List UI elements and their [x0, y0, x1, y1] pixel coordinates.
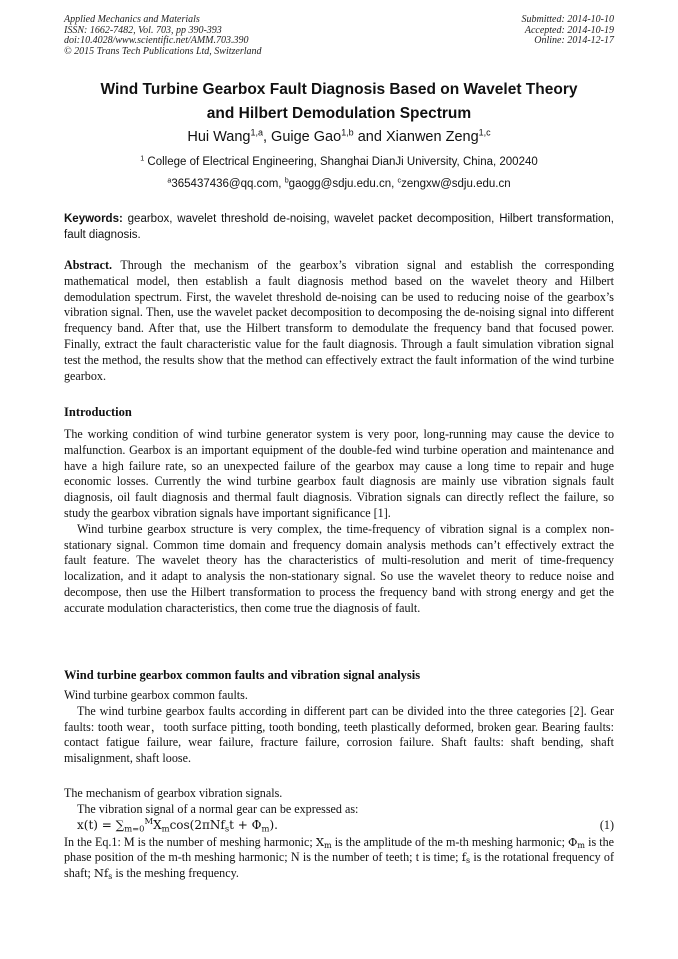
equation-explanation	[64, 835, 614, 882]
author-1: Hui Wang	[187, 129, 251, 145]
title-line-2: and Hilbert Demodulation Spectrum	[206, 105, 472, 122]
submitted-date: Submitted: 2014-10-10	[521, 14, 614, 25]
author-1-affil: 1,a	[250, 127, 263, 138]
author-separator: ,	[262, 129, 272, 145]
symbol-xm: $X_m$	[315, 834, 332, 850]
equation-1	[64, 815, 614, 835]
symbol-phim: $\Phi_m$	[567, 834, 586, 850]
email-list	[40, 176, 638, 192]
email-b[interactable]: gaogg@sdju.edu.cn,	[288, 178, 398, 190]
abstract	[64, 258, 614, 384]
vibration-intro: The vibration signal of a normal gear can be expressed as:	[77, 801, 359, 816]
introduction-heading: Introduction	[64, 405, 132, 419]
author-2-affil: 1,b	[341, 127, 354, 138]
keywords-label: Keywords:	[64, 213, 123, 225]
email-a-sup: a	[167, 176, 172, 185]
equation-formula: $x(t) = \sum_{m=0}^MX_m\cos(2\pi Nf_st + \Phi_m)$.	[77, 815, 278, 834]
explain-part-4: is the rotational frequency of shaft;	[64, 850, 614, 881]
explain-part-2: is the amplitude of the m-th meshing harmonic;	[331, 834, 568, 849]
journal-info	[64, 15, 262, 57]
affiliation-sup: 1	[140, 154, 145, 163]
section-2-heading: Wind turbine gearbox common faults and vibration signal analysis	[64, 668, 421, 682]
email-c-sup: c	[397, 176, 402, 185]
journal-name: Applied Mechanics and Materials	[64, 14, 200, 25]
affiliation	[40, 154, 638, 170]
issn: ISSN: 1662-7482, Vol. 703, pp 390-393	[64, 24, 222, 36]
copyright: © 2015 Trans Tech Publications Ltd, Switzerland	[64, 45, 262, 57]
abstract-label: Abstract.	[64, 258, 113, 272]
explain-part-5: is the meshing frequency.	[112, 866, 239, 881]
equation-number: (1)	[599, 817, 614, 832]
introduction-body	[64, 427, 614, 617]
online-date: Online: 2014-12-17	[534, 35, 614, 47]
intro-paragraph-2: Wind turbine gearbox structure is very complex, the time-frequency of vibration signal is a complex non-stationary signal. Common time domain and frequency domain analysis methods can’t effectively extract the fault feature. The wavelet theory has the characteristics of multi-resolution and merit of time-frequency localization, and it adapt to analysis the non-stationary signal. So use the wavelet theory to reduce noise and decompose, then use the Hilbert transformation to process the frequency band with strong energy and get the accurate modulation characteristics, then come true the diagnosis of fault.	[64, 521, 614, 615]
explain-part-1: In the Eq.1: M is the number of meshing harmonic;	[64, 834, 316, 849]
keywords	[64, 212, 614, 243]
author-3-affil: 1,c	[478, 127, 491, 138]
accepted-date: Accepted: 2014-10-19	[524, 24, 614, 36]
author-separator: and	[353, 129, 386, 145]
symbol-nfs: $Nf_s$	[93, 866, 113, 882]
author-3: Xianwen Zeng	[385, 129, 479, 145]
author-list	[40, 127, 638, 147]
explain-part-3: is the phase position of the m-th meshing harmonic; N is the number of teeth; t is time;	[64, 834, 614, 865]
subsection-common-faults: Wind turbine gearbox common faults.	[64, 688, 248, 702]
section-2-body	[64, 688, 614, 767]
email-c[interactable]: zengxw@sdju.edu.cn	[401, 178, 511, 190]
intro-paragraph-1: The working condition of wind turbine generator system is very poor, long-running may cause the device to malfunction. Gearbox is an important equipment of the double-fed wind turbine operation and maintenance and have a high failure rate, so an unexpected failure of the gearbox may cause a long time to repair and huge economic losses. Currently the wind turbine gearbox fault diagnosis are mainly use vibration signals fault diagnosis, oil fault diagnosis and thermal fault diagnosis. Vibration signals can directly reflect the failure, so study the gearbox vibration signals have important significance [1].	[64, 427, 614, 520]
title-line-1: Wind Turbine Gearbox Fault Diagnosis Based on Wavelet Theory	[100, 81, 578, 98]
symbol-fs: $f_s$	[461, 850, 471, 866]
mechanism-block	[64, 786, 614, 882]
email-b-sup: b	[284, 176, 289, 185]
paper-title	[40, 78, 638, 126]
affiliation-text: College of Electrical Engineering, Shanghai DianJi University, China, 200240	[144, 156, 538, 168]
keywords-text: gearbox, wavelet threshold de-noising, wavelet packet decomposition, Hilbert transformation, fault diagnosis.	[64, 213, 614, 241]
email-a[interactable]: 365437436@qq.com,	[171, 178, 285, 190]
dates-info	[522, 15, 615, 47]
doi[interactable]: doi:10.4028/www.scientific.net/AMM.703.390	[64, 35, 249, 47]
abstract-paragraph	[64, 258, 614, 384]
faults-paragraph: The wind turbine gearbox faults according in different part can be divided into the three categories [2]. Gear faults: tooth wear，tooth surface pitting, tooth bonding, teeth plastically deformed, broken gear. Bearing faults: contact fatigue failure, wear failure, fracture failure, corrosion failure. Shaft faults: shaft bending, shaft misalignment, shaft loose.	[64, 703, 614, 766]
subsection-mechanism: The mechanism of gearbox vibration signals.	[64, 786, 283, 800]
author-2: Guige Gao	[271, 129, 342, 145]
abstract-text: Through the mechanism of the gearbox’s vibration signal and establish the corresponding mathematical model, then establish a fault diagnosis method based on the wavelet theory and Hilbert demodulation spectrum. First, the wavelet threshold de-noising can be used to reducing noise of the gearbox’s vibration signal. Then, use the wavelet packet decomposition to decomposing the de-noising signal into different frequency band. After that, use the Hilbert transform to demodulate the frequency band that focused power. Finally, extract the fault characteristic value for the fault diagnosis. Through a fault simulation vibration signal test the method, the results show that the method can effectively extract the fault information of the wind turbine gearbox.	[64, 258, 614, 383]
